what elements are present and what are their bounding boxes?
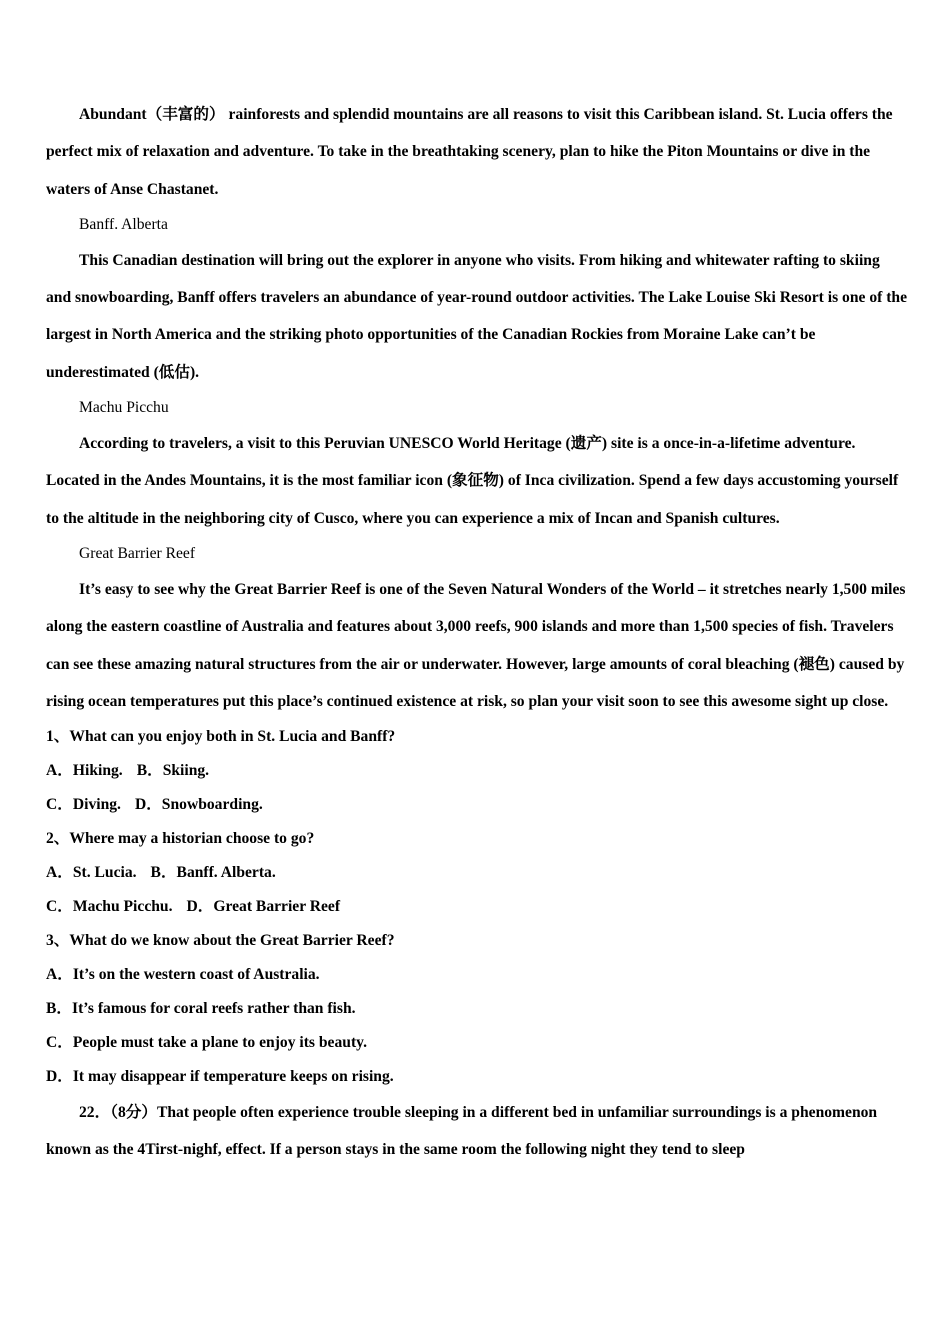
question-2-stem: 2、Where may a historian choose to go? <box>46 830 315 848</box>
question-2-option-d: D．Great Barrier Reef <box>186 898 341 916</box>
question-2-option-a: A．St. Lucia. <box>46 864 137 882</box>
question-3-stem: 3、What do we know about the Great Barrier Reef? <box>46 932 395 950</box>
question-1-option-a: A．Hiking. <box>46 762 123 780</box>
passage-paragraph-banff: This Canadian destination will bring out the explorer in anyone who visits. From hiking and whitewater rafting to skiing and snowboarding, Banff offers travelers an abundance of year-round outdoor activities. The Lake Louise Ski Resort is one of the largest in North America and the striking photo opportunities of the Canadian Rockies from Moraine Lake can’t be underestimated (低估). <box>46 251 908 381</box>
passage-paragraph-great-barrier-reef: It’s easy to see why the Great Barrier Reef is one of the Seven Natural Wonders of the World – it stretches nearly 1,500 miles along the eastern coastline of Australia and features about 3,000 reefs, 900 islands and more than 1,500 species of fish. Travelers can see these amazing natural structures from the air or underwater. However, large amounts of coral bleaching (褪色) caused by rising ocean temperatures put this place’s continued existence at risk, so plan your visit soon to see this awesome sight up close. <box>46 580 906 710</box>
section-heading-machu-picchu: Machu Picchu <box>79 399 169 417</box>
question-2-option-b: B．Banff. Alberta. <box>150 864 276 882</box>
question-1-stem: 1、What can you enjoy both in St. Lucia and Banff? <box>46 728 396 746</box>
question-1-options-row-2 <box>46 788 908 822</box>
question-1-option-c: C．Diving. <box>46 796 121 814</box>
question-2-options-row-1 <box>46 856 908 890</box>
question-2-options-row-2 <box>46 890 908 924</box>
passage-paragraph-machu-picchu: According to travelers, a visit to this Peruvian UNESCO World Heritage (遗产) site is a once-in-a-lifetime adventure. Located in the Andes Mountains, it is the most familiar icon (象征物) of Inca civilization. Spend a few days accustoming yourself to the altitude in the neighboring city of Cusco, where you can experience a mix of Incan and Spanish cultures. <box>46 435 899 527</box>
question-3-option-c: C．People must take a plane to enjoy its beauty. <box>46 1034 367 1052</box>
question-3-option-b: B．It’s famous for coral reefs rather than fish. <box>46 1000 356 1018</box>
section-heading-banff: Banff. Alberta <box>79 215 168 233</box>
section-heading-great-barrier-reef: Great Barrier Reef <box>79 544 196 562</box>
next-section-paragraph: 22．（8分）That people often experience trouble sleeping in a different bed in unfamiliar surroundings is a phenomenon known as the 4Tirst-nighf, effect. If a person stays in the same room the following night they tend to sleep <box>46 1104 878 1159</box>
question-1-option-d: D．Snowboarding. <box>134 796 263 814</box>
question-3-option-d: D．It may disappear if temperature keeps on rising. <box>46 1068 394 1086</box>
question-1-option-b: B．Skiing. <box>136 762 210 780</box>
question-3-option-a: A．It’s on the western coast of Australia. <box>46 966 320 984</box>
question-1-options-row-1 <box>46 754 908 788</box>
question-2-option-c: C．Machu Picchu. <box>46 898 173 916</box>
document-page <box>46 96 908 1169</box>
passage-paragraph-st-lucia: Abundant（丰富的） rainforests and splendid mountains are all reasons to visit this Caribbean island. St. Lucia offers the perfect mix of relaxation and adventure. To take in the breathtaking scenery, plan to hike the Piton Mountains or dive in the waters of Anse Chastanet. <box>46 106 893 198</box>
